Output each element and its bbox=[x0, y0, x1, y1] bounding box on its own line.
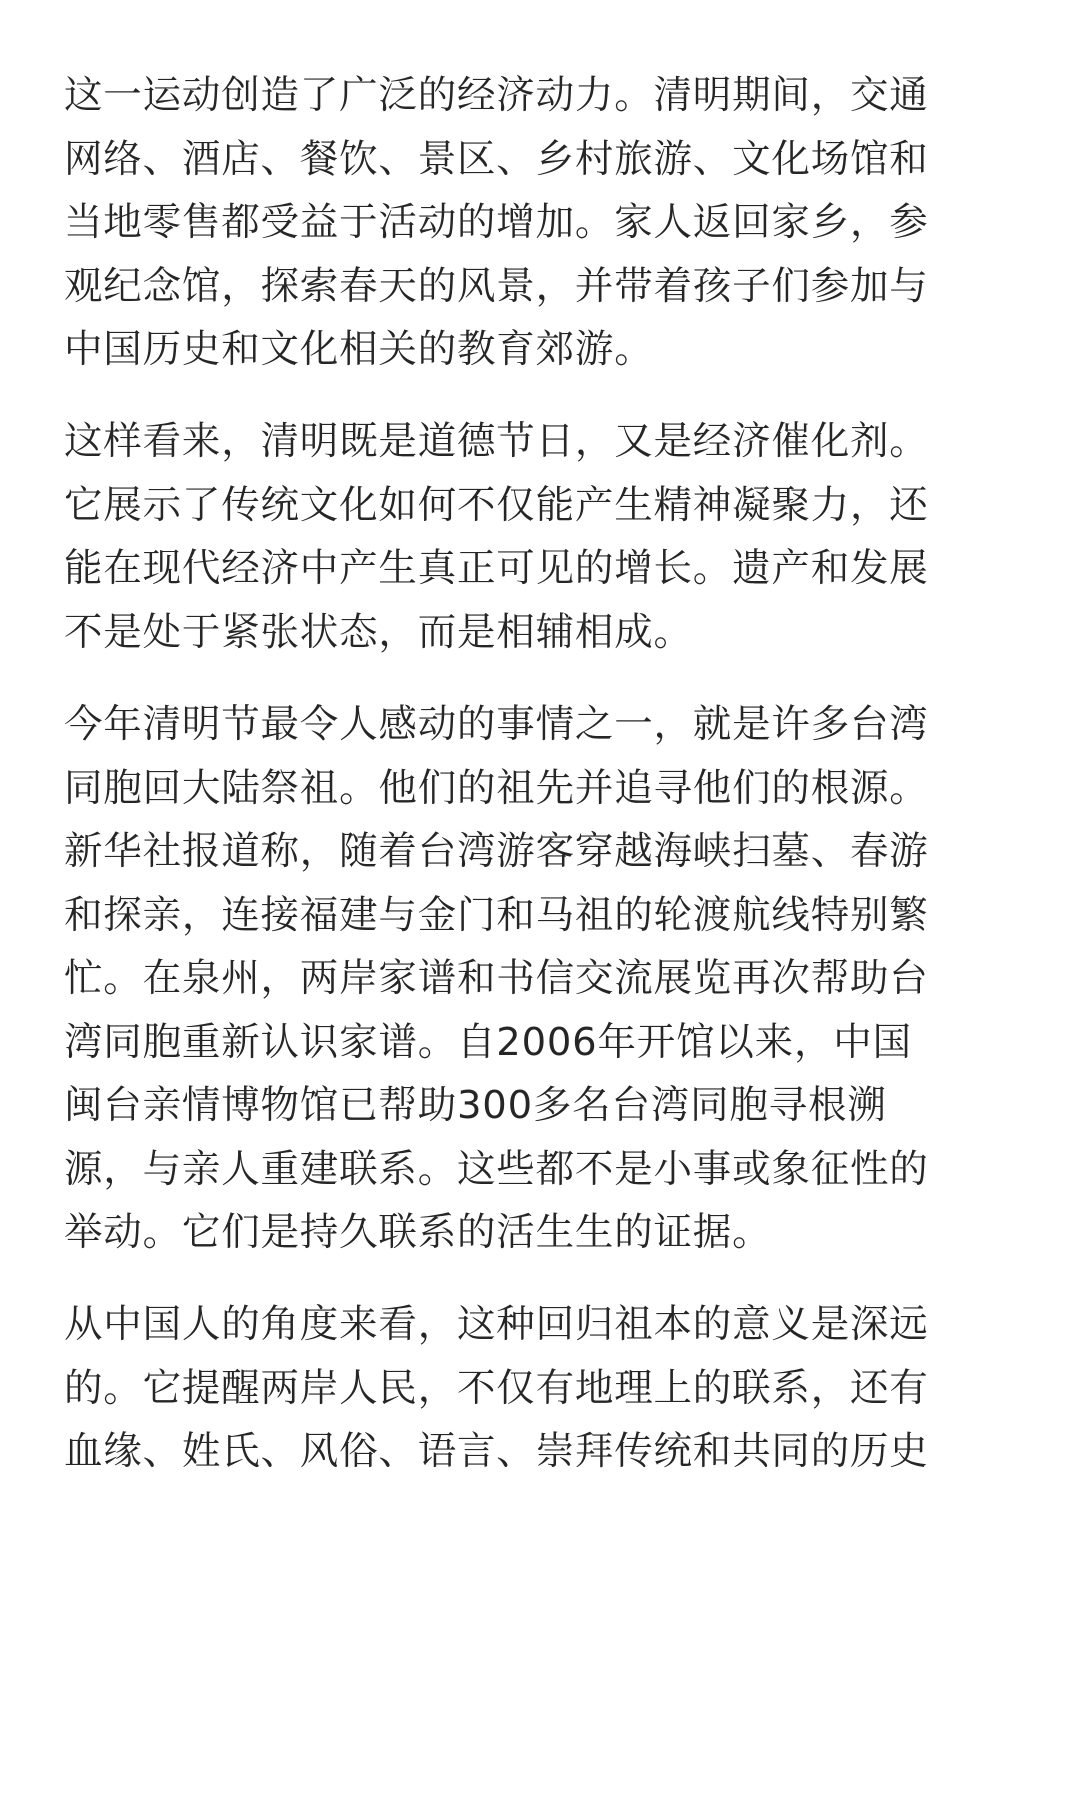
paragraph-ancestral-significance bbox=[64, 1293, 929, 1484]
text-line: 举动。它们是持久联系的活生生的证据。 bbox=[64, 1210, 772, 1255]
text-line: 新华社报道称，随着台湾游客穿越海峡扫墓、春游 bbox=[64, 829, 929, 874]
text-line: 和探亲，连接福建与金门和马祖的轮渡航线特别繁 bbox=[64, 892, 929, 938]
text-line: 这样看来，清明既是道德节日，又是经济催化剂。 bbox=[64, 419, 929, 464]
text-line: 能在现代经济中产生真正可见的增长。遗产和发展 bbox=[64, 546, 929, 591]
text-line: 血缘、姓氏、风俗、语言、崇拜传统和共同的历史 bbox=[64, 1429, 929, 1474]
text-line: 同胞回大陆祭祖。他们的祖先并追寻他们的根源。 bbox=[64, 765, 929, 811]
text-line: 忙。在泉州，两岸家谱和书信交流展览再次帮助台 bbox=[64, 956, 929, 1001]
paragraph-taiwan-compatriots bbox=[64, 693, 929, 1265]
text-line: 不是处于紧张状态，而是相辅相成。 bbox=[64, 609, 693, 655]
text-line: 中国历史和文化相关的教育郊游。 bbox=[64, 327, 654, 372]
text-line: 今年清明节最令人感动的事情之一，就是许多台湾 bbox=[64, 702, 929, 747]
text-line: 当地零售都受益于活动的增加。家人返回家乡，参 bbox=[64, 200, 929, 245]
text-line: 观纪念馆，探索春天的风景，并带着孩子们参加与 bbox=[64, 263, 929, 309]
text-line: 闽台亲情博物馆已帮助300多名台湾同胞寻根溯 bbox=[64, 1083, 887, 1128]
paragraph-moral-and-economic bbox=[64, 410, 929, 664]
text-line: 的。它提醒两岸人民，不仅有地理上的联系，还有 bbox=[64, 1365, 929, 1411]
text-line: 从中国人的角度来看，这种回归祖本的意义是深远 bbox=[64, 1302, 929, 1347]
text-line: 网络、酒店、餐饮、景区、乡村旅游、文化场馆和 bbox=[64, 136, 929, 182]
paragraph-economic-impact bbox=[64, 64, 929, 382]
text-line: 它展示了传统文化如何不仅能产生精神凝聚力，还 bbox=[64, 482, 929, 528]
text-line: 湾同胞重新认识家谱。自2006年开馆以来，中国 bbox=[64, 1019, 912, 1065]
text-line: 源，与亲人重建联系。这些都不是小事或象征性的 bbox=[64, 1146, 929, 1192]
text-line: 这一运动创造了广泛的经济动力。清明期间，交通 bbox=[64, 73, 929, 118]
